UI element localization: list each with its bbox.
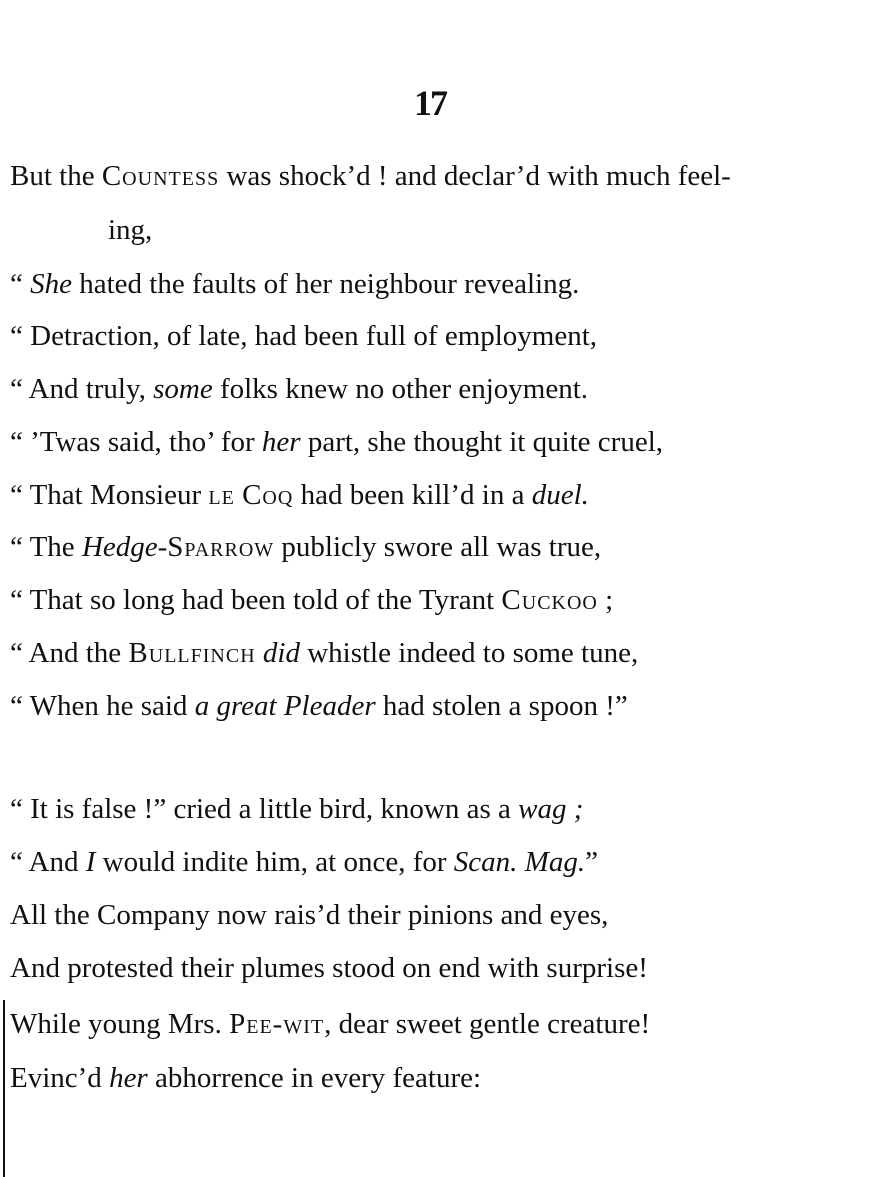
poem-line	[10, 791, 583, 827]
line-text: “ It is false !” cried a little bird, known as a	[10, 793, 519, 825]
line-text: But the	[10, 160, 102, 192]
line-text: “ And the	[10, 637, 129, 669]
poem-line	[10, 582, 613, 618]
line-text: “ Detraction, of late, had been full of employment,	[10, 320, 598, 352]
line-text: folks knew no other enjoyment.	[212, 373, 589, 405]
line-text: abhorrence in every feature:	[147, 1062, 482, 1094]
small-caps-name: Bullfinch	[128, 637, 256, 669]
small-caps-name: Countess	[101, 160, 220, 192]
poem-line	[10, 158, 731, 194]
line-text: had been kill’d in a	[293, 479, 532, 511]
line-text: was shock’d ! and declar’d with much feel-	[219, 160, 731, 192]
line-text: publicly swore all was true,	[274, 531, 602, 563]
line-text: “ When he said	[10, 690, 195, 722]
line-text: “	[10, 268, 31, 300]
small-caps-name: Pee-wit	[229, 1008, 325, 1040]
poem-line	[10, 477, 589, 513]
line-text: hated the faults of her neighbour revealing.	[72, 268, 580, 300]
line-text: part, she thought it quite cruel,	[300, 426, 664, 458]
italic-text: Scan. Mag.	[453, 846, 586, 878]
line-text: had stolen a spoon !”	[375, 690, 628, 722]
italic-text: Hedge	[81, 531, 158, 563]
italic-text: a great Pleader	[194, 690, 376, 722]
poem-line	[10, 950, 648, 986]
small-caps-name: le	[208, 479, 235, 511]
poem-line	[10, 1006, 650, 1042]
italic-text: some	[153, 373, 213, 405]
poem-line	[10, 424, 663, 460]
line-text: “ The	[10, 531, 82, 563]
line-text: -	[157, 531, 168, 563]
line-text: ”	[585, 846, 598, 878]
italic-text: her	[109, 1062, 148, 1094]
small-caps-name: Sparrow	[167, 531, 275, 563]
line-text: While young Mrs.	[10, 1008, 230, 1040]
margin-rule	[3, 1000, 5, 1177]
line-text: , dear sweet gentle creature!	[324, 1008, 651, 1040]
poem-line	[10, 318, 597, 354]
italic-text: did	[262, 637, 300, 669]
line-text: ;	[597, 584, 614, 616]
poem-line	[10, 844, 598, 880]
line-text: “ That so long had been told of the Tyrant	[10, 584, 502, 616]
poem-line	[10, 688, 628, 724]
poem-line	[10, 371, 588, 407]
line-text: “ And	[10, 846, 86, 878]
poem-line	[10, 1060, 481, 1096]
line-text: Evinc’d	[10, 1062, 110, 1094]
line-text: “ And truly,	[10, 373, 154, 405]
italic-text: her	[261, 426, 301, 458]
small-caps-name: Coq	[242, 479, 294, 511]
line-text: whistle indeed to some tune,	[299, 637, 639, 669]
small-caps-name: Cuckoo	[501, 584, 598, 616]
poem-line	[108, 212, 152, 248]
line-text: ing,	[108, 214, 153, 246]
italic-text: duel.	[531, 479, 589, 511]
line-text: would indite him, at once, for	[95, 846, 454, 878]
italic-text: wag ;	[518, 793, 584, 825]
line-text	[235, 479, 242, 511]
poem-line	[10, 529, 601, 565]
poem-line	[10, 266, 579, 302]
line-text: “ That Monsieur	[10, 479, 209, 511]
page-number: 17	[414, 83, 446, 123]
line-text: “ ’Twas said, tho’ for	[10, 426, 262, 458]
line-text: And protested their plumes stood on end with surprise!	[10, 952, 648, 984]
italic-text: She	[30, 268, 72, 300]
poem-line	[10, 635, 638, 671]
poem-line	[10, 897, 608, 933]
italic-text: I	[85, 846, 96, 878]
line-text	[256, 637, 263, 669]
line-text: All the Company now rais’d their pinions and eyes,	[10, 899, 609, 931]
